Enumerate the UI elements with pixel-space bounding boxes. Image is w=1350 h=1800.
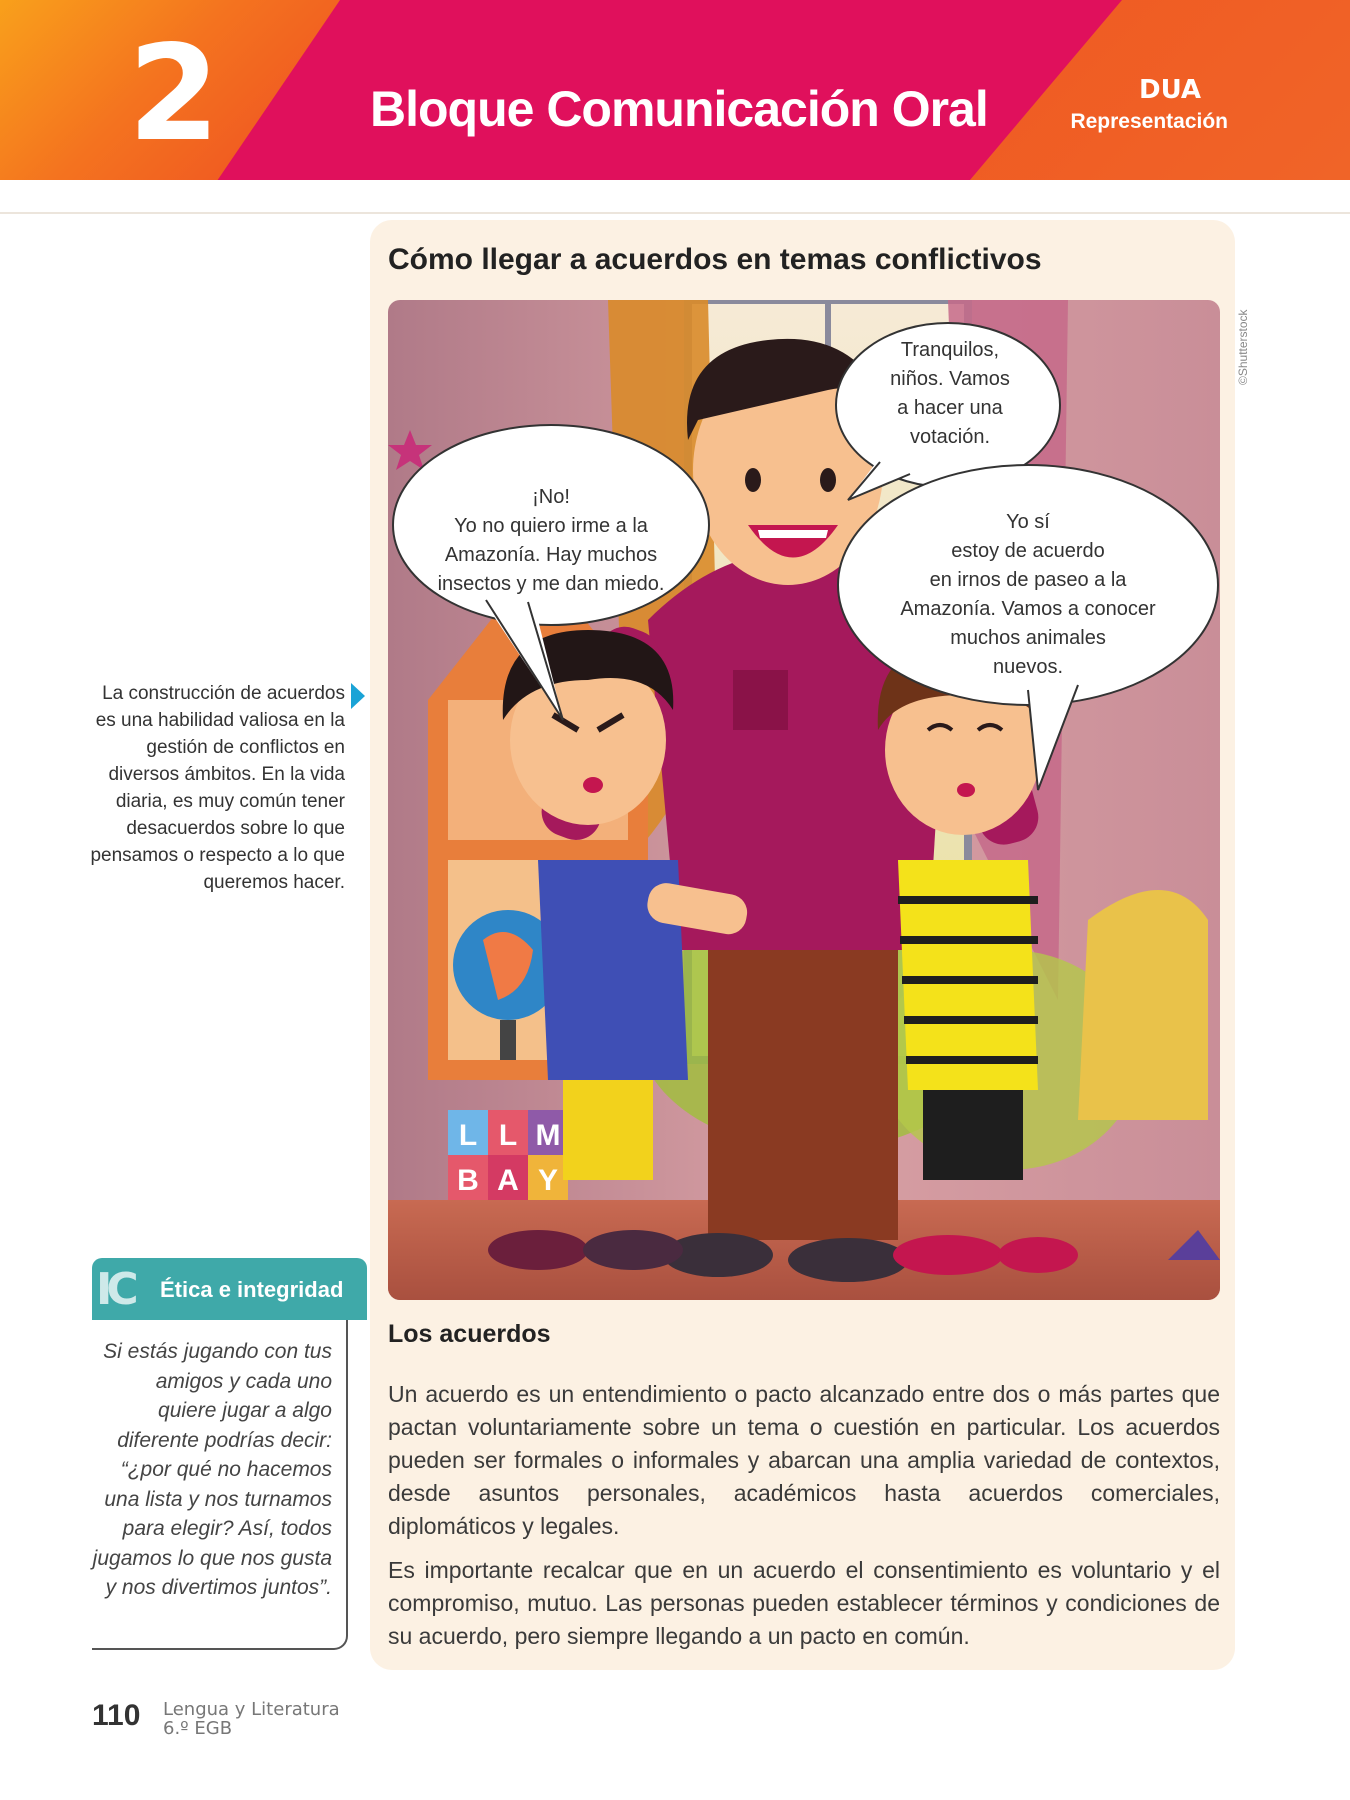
left-boy-speech-line: insectos y me dan miedo.	[437, 573, 665, 595]
paragraph: Es importante recalcar que en un acuerdo el consentimiento es voluntario y el compromiso, mutuo. Las personas pueden establecer términos y condiciones de su acuerdo, pero siempre llegando a un pacto en común.	[388, 1557, 1220, 1649]
dad-speech-line: niños. Vamos	[890, 368, 1010, 390]
paragraph: Un acuerdo es un entendimiento o pacto alcanzado entre dos o más partes que pactan voluntariamente sobre un tema o cuestión en particular. Los acuerdos pueden ser formales o informales y abarcan una amplia variedad de contextos, desde asuntos personales, académicos hasta acuerdos comerciales, diplomáticos y legales.	[388, 1381, 1220, 1539]
side-note: La construcción de acuerdos es una habilidad valiosa en la gestión de conflictos en diversos ámbitos. En la vida diaria, es muy común tener desacuerdos sobre lo que pensamos o respecto a lo que queremos hacer.	[90, 683, 345, 893]
block-letter: M	[535, 1119, 561, 1152]
page-number: 110	[92, 1699, 141, 1732]
dua-subtitle: Representación	[1070, 110, 1228, 133]
ethics-logo-icon: IC	[96, 1264, 133, 1315]
grade-label: 6.º EGB	[163, 1718, 233, 1739]
illustration	[388, 300, 1220, 1300]
right-boy-speech-line: muchos animales	[950, 627, 1106, 649]
card-title: Cómo llegar a acuerdos en temas conflictivos	[388, 243, 1042, 276]
left-boy-speech	[406, 483, 696, 599]
right-boy-speech-line: nuevos.	[992, 656, 1064, 678]
block-letter: A	[497, 1164, 519, 1197]
side-note-arrow-icon	[351, 683, 365, 709]
footer-subject	[163, 1700, 340, 1738]
right-boy-speech-line: Yo sí	[1006, 511, 1050, 533]
dad-speech-line: Tranquilos,	[900, 339, 1000, 361]
block-letter: B	[457, 1164, 479, 1197]
right-boy-speech-line: estoy de acuerdo	[951, 540, 1105, 562]
dad-speech	[840, 336, 1060, 452]
dad-speech-line: a hacer una	[897, 397, 1003, 419]
right-boy-speech	[868, 508, 1188, 682]
header-divider	[0, 212, 1350, 214]
left-boy-speech-line: Yo no quiero irme a la	[454, 515, 648, 537]
block-letter: L	[498, 1119, 518, 1152]
family-scene-illustration	[388, 300, 1220, 1300]
ethics-text: Si estás jugando con tus amigos y cada uno quiere jugar a algo diferente podrías decir: “¿por qué no hacemos una lista y nos turnamos para elegir? Así, todos jugamos lo que nos gusta y nos divertimos juntos”.	[92, 1340, 332, 1599]
left-boy-speech-line: Amazonía. Hay muchos	[444, 544, 658, 566]
chapter-number: 2	[128, 17, 220, 171]
image-credit: ©Shutterstock	[1236, 309, 1250, 385]
dad-speech-line: votación.	[909, 426, 991, 448]
right-boy-speech-line: Amazonía. Vamos a conocer	[900, 598, 1156, 620]
subject-name: Lengua y Literatura	[163, 1699, 340, 1720]
block-letter: L	[458, 1119, 478, 1152]
block-title: Bloque Comunicación Oral	[370, 81, 988, 137]
dua-label: DUA	[1138, 75, 1202, 105]
block-letter: Y	[537, 1164, 559, 1197]
left-boy-speech-line: ¡No!	[532, 486, 570, 508]
ethics-title: Ética e integridad	[160, 1277, 344, 1302]
right-boy-speech-line: en irnos de paseo a la	[929, 569, 1127, 591]
section-title: Los acuerdos	[388, 1320, 551, 1348]
